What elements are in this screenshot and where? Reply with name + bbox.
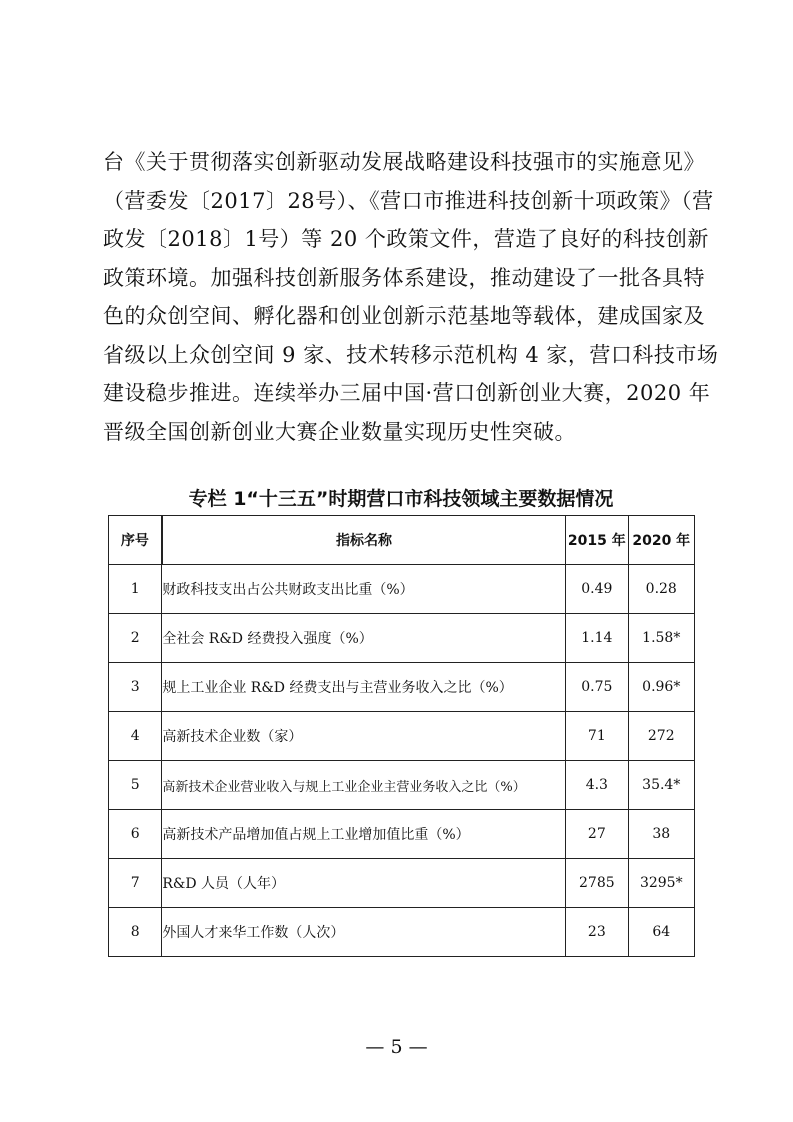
- table-row: [109, 663, 695, 712]
- body-line: 台《关于贯彻落实创新驱动发展战略建设科技强市的实施意见》: [103, 150, 705, 174]
- row-number: 4: [109, 712, 162, 761]
- row-number: 8: [109, 908, 162, 957]
- body-line: 政发〔2018〕1号）等 20 个政策文件，营造了良好的科技创新: [103, 227, 709, 251]
- value-2015: 23: [566, 908, 628, 957]
- indicator-name: 规上工业企业 R&D 经费支出与主营业务收入之比（%）: [162, 663, 566, 712]
- data-table: [108, 515, 695, 957]
- value-2015: 1.14: [566, 614, 628, 663]
- indicator-name: 外国人才来华工作数（人次）: [162, 908, 566, 957]
- body-line: 政策环境。加强科技创新服务体系建设，推动建设了一批各具特: [103, 265, 705, 290]
- indicator-name: 高新技术企业数（家）: [162, 712, 566, 761]
- row-number: 6: [109, 810, 162, 859]
- body-paragraph: [103, 143, 719, 451]
- table-title: 专栏 1“十三五”时期营口市科技领域主要数据情况: [188, 488, 614, 510]
- value-2020: 64: [628, 908, 694, 957]
- value-2020: 272: [628, 712, 694, 761]
- header-2015: 2015 年: [566, 516, 628, 565]
- row-number: 2: [109, 614, 162, 663]
- body-line: 晋级全国创新创业大赛企业数量实现历史性突破。: [103, 419, 576, 444]
- indicator-name: 财政科技支出占公共财政支出比重（%）: [162, 565, 566, 614]
- body-line: （营委发〔2017〕28号）、《营口市推进科技创新十项政策》（营: [103, 188, 714, 213]
- row-number: 5: [109, 761, 162, 810]
- header-indicator: 指标名称: [162, 516, 566, 565]
- header-no: 序号: [109, 516, 162, 565]
- table-header-row: [109, 516, 695, 565]
- row-number: 3: [109, 663, 162, 712]
- table-row: [109, 565, 695, 614]
- table-row: [109, 712, 695, 761]
- table-row: [109, 810, 695, 859]
- table-row: [109, 761, 695, 810]
- page-number: — 5 —: [365, 1036, 428, 1058]
- table-row: [109, 908, 695, 957]
- body-line: 色的众创空间、孵化器和创业创新示范基地等载体，建成国家及: [103, 304, 705, 328]
- value-2020: 3295*: [628, 859, 694, 908]
- row-number: 1: [109, 565, 162, 614]
- value-2015: 71: [566, 712, 628, 761]
- header-2020: 2020 年: [628, 516, 694, 565]
- body-line: 省级以上众创空间 9 家、技术转移示范机构 4 家，营口科技市场: [103, 342, 719, 367]
- indicator-name: 高新技术企业营业收入与规上工业企业主营业务收入之比（%）: [162, 761, 566, 810]
- value-2015: 0.75: [566, 663, 628, 712]
- value-2020: 0.96*: [628, 663, 694, 712]
- indicator-name: 高新技术产品增加值占规上工业增加值比重（%）: [162, 810, 566, 859]
- value-2020: 35.4*: [628, 761, 694, 810]
- value-2015: 2785: [566, 859, 628, 908]
- value-2020: 0.28: [628, 565, 694, 614]
- value-2020: 38: [628, 810, 694, 859]
- table-row: [109, 614, 695, 663]
- value-2015: 27: [566, 810, 628, 859]
- row-number: 7: [109, 859, 162, 908]
- table-row: [109, 859, 695, 908]
- indicator-name: R&D 人员（人年）: [162, 859, 566, 908]
- indicator-name: 全社会 R&D 经费投入强度（%）: [162, 614, 566, 663]
- value-2015: 0.49: [566, 565, 628, 614]
- body-line: 建设稳步推进。连续举办三届中国·营口创新创业大赛，2020 年: [103, 381, 711, 405]
- value-2015: 4.3: [566, 761, 628, 810]
- value-2020: 1.58*: [628, 614, 694, 663]
